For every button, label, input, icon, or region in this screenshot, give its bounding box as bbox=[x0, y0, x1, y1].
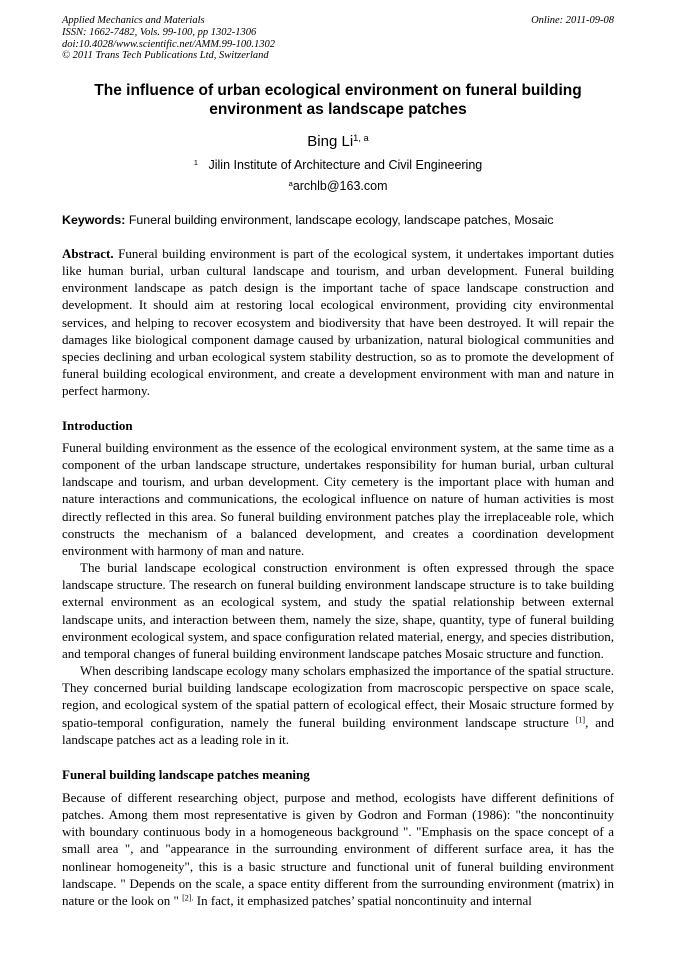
affiliation-mark: 1 bbox=[193, 157, 199, 167]
copyright-line: © 2011 Trans Tech Publications Ltd, Switzerland bbox=[62, 50, 269, 62]
introduction-heading: Introduction bbox=[62, 418, 133, 433]
online-date: Online: 2011-09-08 bbox=[531, 15, 614, 26]
abstract-label: Abstract. bbox=[62, 246, 114, 261]
abstract-text: Funeral building environment is part of the ecological system, it undertakes important duties like human burial, urban cultural landscape and tourism, and urban development. Funeral building environment landscape as patch design is the important tache of space landscape construction and development. It should aim at restoring local ecological environment, providing city environmental services, and helping to recover ecosystem and biodiversity that have been destroyed. It will repair the damages like biological component damage caused by urbanization, natural biological communities and species declining and urban ecological system stability destruction, so as to promote the development of funeral building ecological environment, and create a development environment with man and nature in perfect harmony. bbox=[62, 246, 614, 399]
patches-p1-text-b: In fact, it emphasized patches’ spatial noncontinuity and internal bbox=[193, 892, 532, 908]
introduction-paragraph-3 bbox=[62, 662, 614, 748]
abstract bbox=[62, 245, 614, 399]
affiliation-text: Jilin Institute of Architecture and Civil Engineering bbox=[208, 158, 483, 172]
citation-ref-1: [1] bbox=[575, 715, 586, 725]
email-text: archlb@163.com bbox=[292, 179, 388, 193]
email-mark: a bbox=[288, 178, 293, 188]
introduction-paragraph-1: Funeral building environment as the essence of the ecological environment system, at the same time as a component of the urban landscape structure, undertakes responsibility for human burial, urban cultural landscape and tourism, and urban development. City cemetery is the important place with human and nature interactions and communications, the ecological influence on nature of human activities is most directly reflected in this area. So funeral building environment patches play the irreplaceable role, which constructs the mechanism of a balanced development, and creates a coordination development environment with harmony of man and nature. bbox=[62, 440, 614, 558]
keywords-text: Funeral building environment, landscape ecology, landscape patches, Mosaic bbox=[128, 213, 554, 227]
keywords-label: Keywords: bbox=[62, 213, 126, 227]
patches-section bbox=[62, 789, 614, 909]
email-line bbox=[62, 179, 614, 193]
patches-heading: Funeral building landscape patches meaning bbox=[62, 767, 310, 782]
author-marks: 1, a bbox=[353, 132, 369, 143]
introduction-section bbox=[62, 439, 614, 748]
journal-header bbox=[62, 15, 614, 62]
patches-p1-text-a: Because of different researching object, purpose and method, ecologists have different definitions of patches. Among them most representative is given by Godron and Forman (1986): "the noncontinuity with boundary continuous body in a homogeneous background ". "Emphasis on the space concept of a small area ", and "appearance in the surrounding environment of different surface area, it has the nonlinear homogeneity", this is a basic structure and functional unit of funeral building environment landscape. " Depends on the scale, a space entity different from the surrounding environment (matrix) in nature or the look on " bbox=[62, 790, 614, 908]
doi-line: doi:10.4028/www.scientific.net/AMM.99-100.1302 bbox=[62, 38, 275, 50]
author-name: Bing Li bbox=[307, 133, 354, 150]
introduction-paragraph-2: The burial landscape ecological construction environment is often expressed through the space landscape structure. The research on funeral building environment landscape structure is to take building external environment as an ecological system, and study the spatial relationship between external landscape units, and interaction between them, namely the size, shape, quantity, type of funeral building environment ecological system, and space configuration related material, energy, and species distribution, and temporal changes of funeral building environment landscape patches Mosaic structure and function. bbox=[62, 560, 614, 661]
paper-title: The influence of urban ecological environment on funeral building environment as landscape patches bbox=[94, 82, 582, 118]
citation-ref-2: [2]. bbox=[182, 893, 194, 903]
intro-p3-text-a: When describing landscape ecology many scholars emphasized the importance of the spatial structure. They concerned burial building landscape ecologization from macroscopic perspective on space scale, region, and ecological system of the spatial pattern of ecological effect, their Mosaic structure formed by spatio-temporal configuration, namely the funeral building environment landscape structure bbox=[62, 663, 614, 730]
author-line bbox=[62, 133, 614, 150]
issn-line: ISSN: 1662-7482, Vols. 99-100, pp 1302-1306 bbox=[62, 26, 257, 38]
affiliation-line bbox=[62, 158, 614, 172]
intro-p3-text-b: , and landscape patches act as a leading role in it. bbox=[62, 714, 614, 747]
patches-paragraph-1 bbox=[62, 789, 614, 909]
keywords-line bbox=[62, 213, 614, 227]
journal-name: Applied Mechanics and Materials bbox=[62, 15, 205, 26]
